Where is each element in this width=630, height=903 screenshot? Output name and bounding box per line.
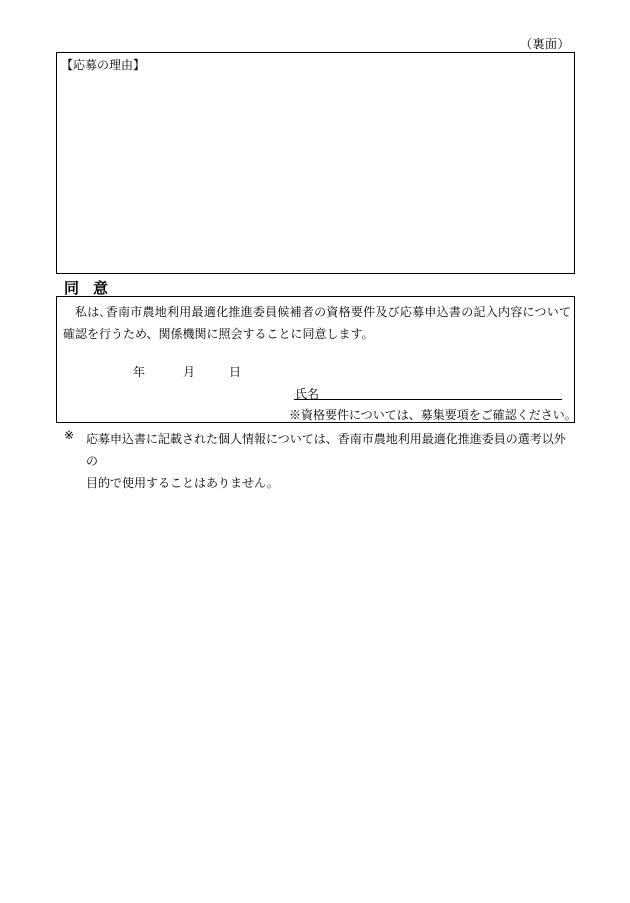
- date-year-label: 年: [133, 365, 146, 379]
- footnote-line-2: 目的で使用することはありません。: [86, 476, 279, 490]
- consent-box: [56, 296, 575, 423]
- page-side-label: （裏面）: [520, 37, 571, 51]
- footnote-text: [64, 428, 574, 494]
- consent-title: 同意: [64, 279, 123, 297]
- date-day-label: 日: [229, 365, 242, 379]
- footnote-line-1: 応募申込書に記載された個人情報については、香南市農地利用最適化推進委員の選考以外の: [86, 432, 566, 468]
- qualification-note: ※資格要件については、募集要項をご確認ください。: [289, 408, 577, 422]
- date-month-label: 月: [183, 365, 196, 379]
- consent-statement: 私は､香南市農地利用最適化推進委員候補者の資格要件及び応募申込書の記入内容について確認を行うため、関係機関に照会することに同意します。: [63, 305, 571, 341]
- footnote-mark: ※: [64, 428, 75, 442]
- reason-heading: 【応募の理由】: [61, 58, 146, 72]
- reason-box[interactable]: [56, 52, 575, 274]
- name-signature-line[interactable]: [294, 399, 562, 400]
- name-label: 氏名: [295, 387, 320, 401]
